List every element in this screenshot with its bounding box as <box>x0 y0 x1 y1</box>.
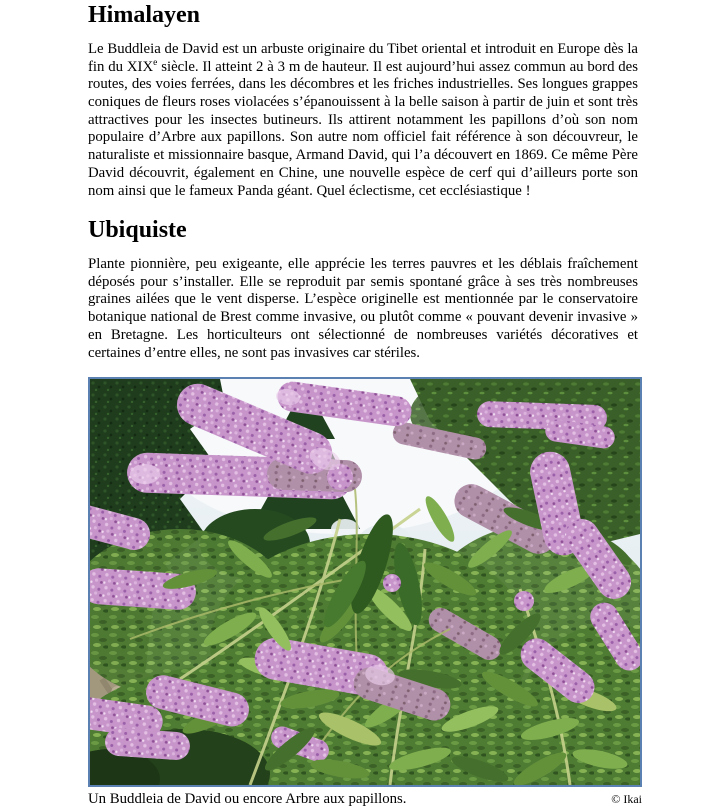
heading-himalayen: Himalayen <box>88 2 200 28</box>
paragraph-text: Le Buddleia de David est un arbuste originaire du Tibet oriental et introduit en Europe dès la fin du XIX <box>88 40 638 75</box>
buddleia-photo-illustration <box>90 379 640 785</box>
figure-credit: © Ikai <box>611 792 642 807</box>
buddleia-figure <box>88 377 642 808</box>
buddleia-photo <box>88 377 642 787</box>
superscript-e: e <box>153 57 158 68</box>
section-himalayen <box>88 2 638 200</box>
figure-caption: Un Buddleia de David ou encore Arbre aux papillons. <box>88 791 407 808</box>
figure-caption-row <box>88 791 642 808</box>
paragraph-text: siècle. Il atteint 2 à 3 m de hauteur. Il est aujourd’hui assez commun au bord des routes, des voies ferrées, dans les décombres et les friches industrielles. Ses longues grappes coniques de fleurs roses violacées s’épanouissent à la belle saison à partir de juin et sont très attractives pour les insectes butineurs. Ils attirent notamment les papillons d’où son nom populaire d’Arbre aux papillons. Son autre nom officiel fait référence à son découvreur, le naturaliste et missionnaire basque, Armand David, qui l’a découvert en 1869. Ce même Père David découvrit, également en Chine, une nouvelle espèce de cerf qui d’ailleurs porte son nom ainsi que le fameux Panda géant. Quel éclectisme, cet ecclésiastique ! <box>88 58 639 199</box>
paragraph-himalayen <box>88 41 638 200</box>
section-ubiquiste <box>88 217 638 362</box>
heading-ubiquiste: Ubiquiste <box>88 217 187 244</box>
paragraph-ubiquiste: Plante pionnière, peu exigeante, elle apprécie les terres pauvres et les déblais fraîchement déposés pour s’installer. Elle se reproduit par semis spontané grâce à ses très nombreuses graines ailées que le vent disperse. L’espèce originelle est mentionnée par le conservatoire botanique national de Brest comme invasive, ou plutôt comme « pouvant devenir invasive » en Bretagne. Les horticulteurs ont sélectionné de nombreuses variétés décoratives et certaines d’entre elles, ne sont pas invasives car stériles. <box>88 256 638 361</box>
